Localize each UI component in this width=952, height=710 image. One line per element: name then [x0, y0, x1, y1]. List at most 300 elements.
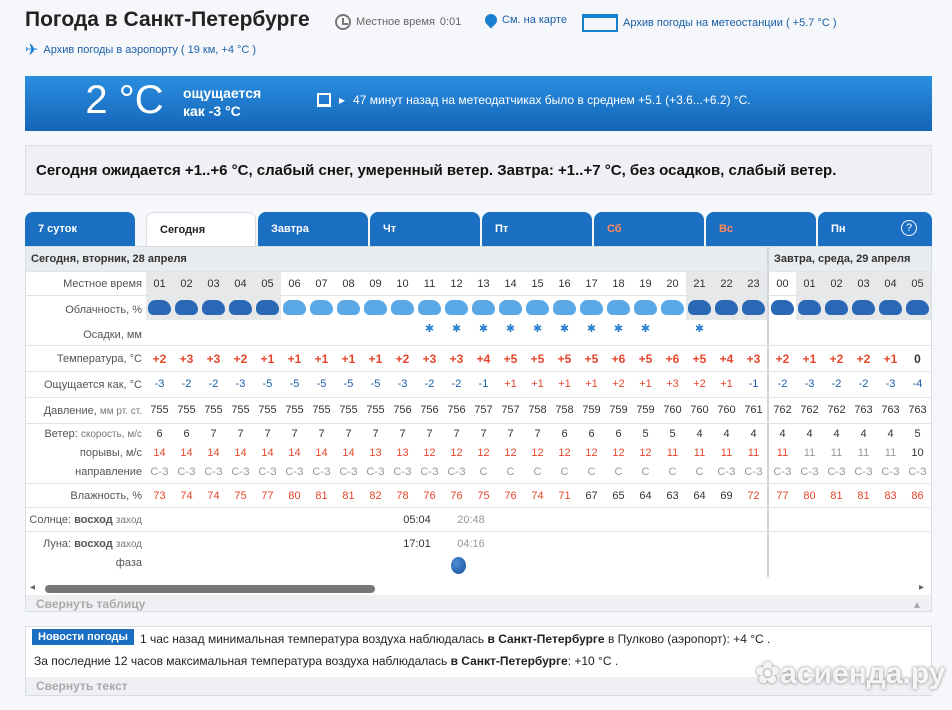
cloud-cell: [254, 296, 281, 320]
cloud-cell: [713, 296, 740, 320]
cloud-cell: [308, 296, 335, 320]
temp-cell: +1: [368, 352, 383, 366]
cloud-cell: [470, 296, 497, 320]
moon-phase: [448, 557, 468, 574]
tab-5[interactable]: Сб: [594, 212, 704, 246]
snow-icon: ✱: [451, 323, 462, 335]
map-link-label[interactable]: См. на карте: [502, 14, 567, 26]
wind-cell: 6: [615, 428, 622, 440]
cloud-icon: [256, 300, 279, 315]
hour-cell: 17: [585, 278, 598, 290]
feels-cell: -5: [262, 378, 273, 390]
pressure-cell: 756: [393, 404, 412, 416]
row-temp-label: Температура, °C: [56, 353, 142, 365]
cloud-cell: [850, 296, 877, 320]
direction-cell: С-З: [231, 466, 250, 478]
humidity-cell: 67: [585, 490, 598, 502]
snow-icon: ✱: [586, 323, 597, 335]
row-pressure: [26, 397, 932, 423]
feels-cell: -3: [397, 378, 408, 390]
cloud-icon: [229, 300, 252, 315]
page-title: Погода в Санкт-Петербурге: [25, 8, 310, 31]
news-line2-b: : +10 °C .: [567, 654, 619, 668]
hour-cell: 19: [639, 278, 652, 290]
station-archive-link[interactable]: [582, 14, 837, 32]
clock-icon: [335, 14, 351, 30]
gust-cell: 12: [504, 447, 517, 459]
direction-cell: С-З: [204, 466, 223, 478]
cloud-icon: [879, 300, 902, 315]
tab-2[interactable]: Завтра: [258, 212, 368, 246]
cloud-cell: [227, 296, 254, 320]
direction-cell: С: [587, 466, 596, 478]
wind-cell: 4: [779, 428, 786, 440]
row-feels-label: Ощущается как, °C: [43, 379, 142, 391]
hour-cell: 13: [477, 278, 490, 290]
collapse-table-label[interactable]: Свернуть таблицу: [36, 597, 146, 611]
feels-cell: -5: [289, 378, 300, 390]
temp-cell: +2: [829, 352, 844, 366]
news-line2-city[interactable]: в Санкт-Петербурге: [450, 654, 568, 668]
direction-cell: С-З: [150, 466, 169, 478]
cloud-icon: [310, 300, 333, 315]
tab-4[interactable]: Пт: [482, 212, 592, 246]
map-link[interactable]: [485, 14, 567, 26]
collapse-up-icon[interactable]: ▴: [914, 597, 921, 611]
temp-cell: +5: [530, 352, 545, 366]
wind-cell: 6: [561, 428, 568, 440]
wind-cell: 5: [914, 428, 921, 440]
feels-cell: -3: [885, 378, 896, 390]
snow-icon: ✱: [613, 323, 624, 335]
wind-label-b: скорость, м/с: [80, 429, 142, 440]
gust-cell: 14: [288, 447, 301, 459]
feels-cell: -5: [370, 378, 381, 390]
cloud-icon: [906, 300, 929, 315]
humidity-cell: 76: [504, 490, 517, 502]
gust-cell: 11: [884, 447, 897, 459]
direction-cell: С-З: [285, 466, 304, 478]
cloud-cell: [740, 296, 767, 320]
row-sun: [26, 507, 932, 531]
pressure-cell: 755: [339, 404, 358, 416]
cloud-icon: [742, 300, 765, 315]
feels-cell: +1: [558, 378, 571, 390]
row-cloud-label: Облачность, %: [65, 304, 142, 316]
temp-cell: +5: [692, 352, 707, 366]
gust-cell: 13: [396, 447, 409, 459]
hour-cell: 04: [877, 272, 904, 295]
wind-cell: 4: [750, 428, 757, 440]
pressure-cell: 756: [447, 404, 466, 416]
temp-cell: +2: [152, 352, 167, 366]
local-time: [335, 14, 461, 30]
temp-cell: +1: [287, 352, 302, 366]
gust-cell: 12: [558, 447, 571, 459]
local-time-value: 0:01: [439, 16, 462, 28]
gust-cell: 12: [585, 447, 598, 459]
gust-cell: 11: [693, 447, 706, 459]
humidity-cell: 75: [234, 490, 247, 502]
row-humidity: [26, 483, 932, 507]
feels-cell: -3: [154, 378, 165, 390]
plane-icon: ✈: [25, 42, 39, 59]
humidity-cell: 76: [423, 490, 436, 502]
cloud-cell: [389, 296, 416, 320]
hour-cell: 23: [740, 272, 767, 295]
direction-cell: С-З: [420, 466, 439, 478]
cloud-icon: [798, 300, 821, 315]
direction-cell: С-З: [366, 466, 385, 478]
direction-cell: С: [614, 466, 623, 478]
moonrise: 17:01: [403, 538, 431, 550]
snow-icon: ✱: [424, 323, 435, 335]
humidity-cell: 81: [342, 490, 355, 502]
pressure-cell: 760: [663, 404, 682, 416]
direction-cell: С-З: [800, 466, 819, 478]
hour-cell: 08: [342, 278, 355, 290]
pressure-label-b: мм рт. ст.: [99, 406, 142, 417]
wind-cell: 7: [534, 428, 541, 440]
moonset: 04:16: [457, 538, 485, 550]
hour-cell: 01: [146, 272, 173, 295]
cloud-cell: [497, 296, 524, 320]
pressure-cell: 755: [312, 404, 331, 416]
cloud-cell: [443, 296, 470, 320]
humidity-cell: 83: [884, 490, 897, 502]
cloud-cell: [524, 296, 551, 320]
collapse-table-button[interactable]: [26, 595, 932, 612]
wind-cell: 7: [453, 428, 460, 440]
moon-label-c: заход: [115, 539, 142, 550]
gust-cell: 11: [720, 447, 733, 459]
direction-cell: С-З: [827, 466, 846, 478]
direction-cell: С-З: [447, 466, 466, 478]
row-temp: [26, 345, 932, 371]
cloud-cell: [823, 296, 850, 320]
row-gust-label: порывы, м/с: [79, 447, 142, 459]
humidity-cell: 73: [153, 490, 166, 502]
news-line-1: [140, 632, 770, 646]
temp-cell: +1: [883, 352, 898, 366]
forecast-summary: Сегодня ожидается +1..+6 °C, слабый снег, умеренный ветер. Завтра: +1..+7 °C, без осадков, слабый ветер.: [25, 145, 932, 195]
wind-cell: 4: [887, 428, 894, 440]
scroll-left-icon[interactable]: ◂: [30, 582, 36, 593]
airport-archive-label[interactable]: Архив погоды в аэропорту ( 19 км, +4 °C ): [43, 44, 257, 56]
cloud-cell: [416, 296, 443, 320]
cloud-cell: [281, 296, 308, 320]
hour-cell: 14: [504, 278, 517, 290]
cloud-icon: [148, 300, 171, 315]
moon-label-a: Луна:: [42, 538, 72, 550]
gust-cell: 14: [153, 447, 166, 459]
row-time: [26, 271, 932, 295]
humidity-cell: 75: [477, 490, 490, 502]
pressure-cell: 755: [231, 404, 250, 416]
temp-cell: +5: [638, 352, 653, 366]
temp-cell: +1: [260, 352, 275, 366]
station-icon: [582, 14, 618, 32]
cloud-icon: [634, 300, 657, 315]
pressure-cell: 759: [609, 404, 628, 416]
row-phase-label: фаза: [115, 557, 142, 569]
gust-cell: 14: [207, 447, 220, 459]
feels-cell: -2: [181, 378, 192, 390]
wind-cell: 7: [426, 428, 433, 440]
gust-cell: 11: [776, 447, 789, 459]
hour-cell: 03: [200, 272, 227, 295]
cloud-icon: [607, 300, 630, 315]
wind-cell: 7: [345, 428, 352, 440]
direction-cell: С-З: [258, 466, 277, 478]
cloud-icon: [661, 300, 684, 315]
humidity-cell: 78: [396, 490, 409, 502]
feels-cell: +1: [639, 378, 652, 390]
direction-cell: С-З: [854, 466, 873, 478]
news-line1-city[interactable]: в Санкт-Петербурге: [487, 632, 605, 646]
feels-cell: -5: [343, 378, 354, 390]
pressure-cell: 762: [827, 404, 846, 416]
pressure-cell: 762: [773, 404, 792, 416]
sunrise: 05:04: [403, 514, 431, 526]
row-moon-label: [26, 538, 146, 550]
cloud-icon: [553, 300, 576, 315]
temp-cell: 0: [914, 352, 921, 366]
humidity-cell: 71: [558, 490, 571, 502]
gust-cell: 12: [639, 447, 652, 459]
direction-cell: С: [479, 466, 488, 478]
tab-6[interactable]: Вс: [706, 212, 816, 246]
humidity-cell: 80: [803, 490, 816, 502]
pressure-cell: 755: [285, 404, 304, 416]
scroll-right-icon[interactable]: ▸: [919, 582, 925, 593]
tab-7[interactable]: Пн: [818, 212, 932, 246]
humidity-cell: 64: [693, 490, 706, 502]
sun-label-c: заход: [115, 515, 142, 526]
direction-cell: С-З: [177, 466, 196, 478]
row-precip-label: Осадки, мм: [83, 329, 142, 341]
gust-cell: 13: [369, 447, 382, 459]
wind-cell: 7: [372, 428, 379, 440]
temp-cell: +5: [557, 352, 572, 366]
cloud-cell: [200, 296, 227, 320]
cloud-cell: [796, 296, 823, 320]
direction-cell: С: [560, 466, 569, 478]
direction-cell: С: [668, 466, 677, 478]
gust-cell: 14: [234, 447, 247, 459]
row-sun-label: [26, 514, 146, 526]
cloud-cell: [551, 296, 578, 320]
gust-cell: 14: [180, 447, 193, 459]
wind-cell: 6: [588, 428, 595, 440]
cloud-cell: [877, 296, 904, 320]
wind-cell: 7: [507, 428, 514, 440]
hour-cell: 15: [531, 278, 544, 290]
cloud-cell: [686, 296, 713, 320]
direction-cell: С-З: [744, 466, 763, 478]
gust-cell: 12: [477, 447, 490, 459]
hour-cell: 21: [686, 272, 713, 295]
feels-cell: -2: [208, 378, 219, 390]
feels-cell: +2: [693, 378, 706, 390]
pressure-cell: 755: [204, 404, 223, 416]
tab-1[interactable]: Сегодня: [146, 212, 256, 246]
wind-cell: 7: [210, 428, 217, 440]
temp-cell: +1: [802, 352, 817, 366]
humidity-cell: 63: [666, 490, 679, 502]
pressure-cell: 763: [881, 404, 900, 416]
hour-cell: 00: [776, 278, 789, 290]
cloud-cell: [659, 296, 686, 320]
hour-cell: 11: [423, 278, 436, 290]
cloud-icon: [391, 300, 414, 315]
temp-cell: +4: [719, 352, 734, 366]
row-pressure-label: [26, 405, 146, 417]
temp-cell: +1: [341, 352, 356, 366]
hour-cell: 22: [713, 272, 740, 295]
cloud-icon: [337, 300, 360, 315]
hour-cell: 06: [288, 278, 301, 290]
scroll-thumb[interactable]: [45, 585, 375, 593]
pressure-cell: 763: [854, 404, 873, 416]
station-archive-label[interactable]: Архив погоды на метеостанции ( +5.7 °C ): [623, 17, 837, 29]
tomorrow-label: Завтра, среда, 29 апреля: [769, 247, 932, 271]
feels-cell: -2: [777, 378, 788, 390]
gust-cell: 14: [315, 447, 328, 459]
gust-cell: 11: [747, 447, 760, 459]
current-temp: 2 °C: [85, 78, 164, 122]
building-icon: [317, 93, 331, 107]
temp-cell: +2: [233, 352, 248, 366]
meteo-text: 47 минут назад на метеодатчиках было в среднем +5.1 (+3.6...+6.2) °C.: [353, 93, 751, 107]
tab-3[interactable]: Чт: [370, 212, 480, 246]
cloud-cell: [146, 296, 173, 320]
pressure-cell: 755: [258, 404, 277, 416]
gust-cell: 12: [612, 447, 625, 459]
news-badge: Новости погоды: [32, 629, 134, 645]
cloud-icon: [364, 300, 387, 315]
pressure-cell: 757: [501, 404, 520, 416]
humidity-cell: 80: [288, 490, 301, 502]
feels-cell: +1: [720, 378, 733, 390]
wind-cell: 6: [183, 428, 190, 440]
feels-cell: -2: [424, 378, 435, 390]
local-time-label: Местное время: [356, 16, 435, 28]
temp-cell: +6: [611, 352, 626, 366]
feels-cell: -1: [748, 378, 759, 390]
cloud-cell: [769, 296, 796, 320]
snow-icon: ✱: [694, 323, 705, 335]
hour-cell: 05: [904, 272, 931, 295]
airport-archive-link[interactable]: [25, 40, 256, 60]
hour-cell: 20: [666, 278, 679, 290]
feels-cell: +1: [504, 378, 517, 390]
humidity-cell: 81: [857, 490, 870, 502]
hour-cell: 18: [612, 278, 625, 290]
wind-cell: 7: [399, 428, 406, 440]
moon-label-b: восход: [74, 538, 113, 550]
hour-cell: 05: [254, 272, 281, 295]
direction-cell: С-З: [339, 466, 358, 478]
gust-cell: 14: [342, 447, 355, 459]
temp-cell: +3: [449, 352, 464, 366]
pressure-label-a: Давление,: [43, 405, 97, 417]
wind-cell: 7: [237, 428, 244, 440]
pressure-cell: 759: [636, 404, 655, 416]
direction-cell: С-З: [393, 466, 412, 478]
temp-cell: +3: [422, 352, 437, 366]
pressure-cell: 762: [800, 404, 819, 416]
wind-cell: 5: [669, 428, 676, 440]
feels-like-line2: как -3 °C: [183, 103, 241, 119]
feels-cell: -2: [831, 378, 842, 390]
row-wind-label: [26, 428, 146, 440]
cloud-icon: [526, 300, 549, 315]
temp-cell: +3: [746, 352, 761, 366]
feels-like-line1: ощущается: [183, 85, 262, 101]
wind-cell: 4: [696, 428, 703, 440]
row-wind: [26, 423, 932, 483]
wind-cell: 4: [723, 428, 730, 440]
snow-icon: ✱: [532, 323, 543, 335]
direction-cell: С-З: [881, 466, 900, 478]
direction-cell: С: [695, 466, 704, 478]
row-humidity-label: Влажность, %: [70, 490, 142, 502]
moon-phase-icon: [451, 557, 466, 574]
news-line1-b: в Пулково (аэропорт): +4 °C .: [607, 632, 771, 646]
collapse-text-label[interactable]: Свернуть текст: [36, 679, 128, 693]
humidity-cell: 74: [207, 490, 220, 502]
help-icon[interactable]: ?: [901, 220, 917, 236]
temp-cell: +6: [665, 352, 680, 366]
temp-cell: +2: [395, 352, 410, 366]
cloud-icon: [472, 300, 495, 315]
hour-cell: 02: [823, 272, 850, 295]
gust-cell: 11: [666, 447, 679, 459]
cloud-cell: [335, 296, 362, 320]
snow-icon: ✱: [559, 323, 570, 335]
snow-icon: ✱: [640, 323, 651, 335]
gust-cell: 11: [830, 447, 843, 459]
row-time-label: Местное время: [63, 278, 142, 290]
wind-cell: 7: [318, 428, 325, 440]
pressure-cell: 755: [366, 404, 385, 416]
feels-cell: +3: [666, 378, 679, 390]
cloud-cell: [173, 296, 200, 320]
humidity-cell: 74: [531, 490, 544, 502]
wind-cell: 4: [833, 428, 840, 440]
feels-like: [183, 84, 261, 120]
current-weather-bar: [25, 76, 932, 131]
temp-cell: +2: [775, 352, 790, 366]
hour-cell: 12: [450, 278, 463, 290]
humidity-cell: 81: [315, 490, 328, 502]
wind-cell: 6: [156, 428, 163, 440]
temp-cell: +3: [206, 352, 221, 366]
snow-icon: ✱: [505, 323, 516, 335]
wind-label-a: Ветер:: [44, 428, 78, 440]
cloud-icon: [688, 300, 711, 315]
hour-cell: 01: [796, 272, 823, 295]
pressure-cell: 755: [150, 404, 169, 416]
map-pin-icon: [483, 12, 500, 29]
feels-cell: -5: [316, 378, 327, 390]
cloud-icon: [715, 300, 738, 315]
row-clouds: [26, 295, 932, 345]
cloud-icon: [175, 300, 198, 315]
tab-0[interactable]: 7 суток: [25, 212, 135, 246]
news-line2-a: За последние 12 часов максимальная температура воздуха наблюдалась: [34, 654, 448, 668]
